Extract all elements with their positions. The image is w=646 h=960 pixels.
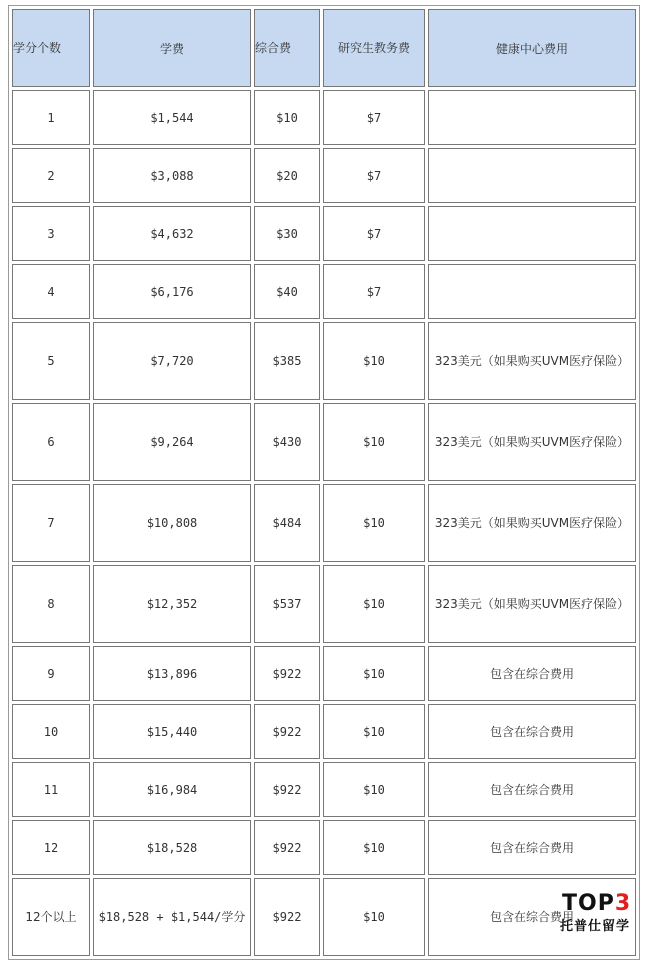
- cell-grad-fee: $10: [323, 878, 425, 956]
- cell-tuition: $12,352: [93, 565, 251, 643]
- cell-tuition: $16,984: [93, 762, 251, 817]
- table-row: [12, 206, 636, 261]
- header-credits: 学分个数: [12, 9, 90, 87]
- cell-tuition: $3,088: [93, 148, 251, 203]
- header-health: 健康中心费用: [428, 9, 636, 87]
- cell-grad-fee: $7: [323, 206, 425, 261]
- logo-mark: [562, 891, 631, 916]
- table-row: [12, 762, 636, 817]
- table-row: [12, 704, 636, 759]
- cell-comprehensive: $30: [254, 206, 320, 261]
- cell-grad-fee: $7: [323, 148, 425, 203]
- cell-tuition: $13,896: [93, 646, 251, 701]
- cell-health: 323美元（如果购买UVM医疗保险）: [428, 565, 636, 643]
- table-row: [12, 646, 636, 701]
- cell-credits: 8: [12, 565, 90, 643]
- cell-comprehensive: $430: [254, 403, 320, 481]
- cell-grad-fee: $10: [323, 403, 425, 481]
- cell-grad-fee: $10: [323, 762, 425, 817]
- cell-tuition: $4,632: [93, 206, 251, 261]
- cell-credits: 12个以上: [12, 878, 90, 956]
- cell-grad-fee: $7: [323, 264, 425, 319]
- cell-grad-fee: $10: [323, 484, 425, 562]
- cell-health: 323美元（如果购买UVM医疗保险）: [428, 484, 636, 562]
- header-comprehensive: 综合费: [254, 9, 320, 87]
- table-row: [12, 90, 636, 145]
- cell-health: 包含在综合费用: [428, 646, 636, 701]
- cell-credits: 2: [12, 148, 90, 203]
- cell-grad-fee: $10: [323, 646, 425, 701]
- cell-tuition: $18,528 + $1,544/学分: [93, 878, 251, 956]
- cell-tuition: $15,440: [93, 704, 251, 759]
- cell-grad-fee: $10: [323, 704, 425, 759]
- cell-comprehensive: $20: [254, 148, 320, 203]
- cell-credits: 10: [12, 704, 90, 759]
- cell-health: 323美元（如果购买UVM医疗保险）: [428, 403, 636, 481]
- cell-health: [428, 206, 636, 261]
- cell-credits: 1: [12, 90, 90, 145]
- cell-comprehensive: $10: [254, 90, 320, 145]
- cell-credits: 4: [12, 264, 90, 319]
- table-row: [12, 322, 636, 400]
- cell-comprehensive: $922: [254, 704, 320, 759]
- header-row: [12, 9, 636, 87]
- cell-health: 包含在综合费用: [428, 762, 636, 817]
- cell-comprehensive: $922: [254, 878, 320, 956]
- cell-health: 323美元（如果购买UVM医疗保险）: [428, 322, 636, 400]
- cell-credits: 7: [12, 484, 90, 562]
- brand-logo: [558, 891, 644, 939]
- logo-mark-prefix: TOP: [562, 891, 615, 916]
- table-row: [12, 264, 636, 319]
- table-row: [12, 878, 636, 956]
- cell-credits: 12: [12, 820, 90, 875]
- cell-comprehensive: $922: [254, 820, 320, 875]
- cell-grad-fee: $10: [323, 322, 425, 400]
- cell-health: 包含在综合费用: [428, 820, 636, 875]
- cell-grad-fee: $7: [323, 90, 425, 145]
- cell-health: [428, 264, 636, 319]
- table-row: [12, 148, 636, 203]
- cell-comprehensive: $922: [254, 762, 320, 817]
- cell-health: 包含在综合费用: [428, 704, 636, 759]
- header-grad-fee: 研究生教务费: [323, 9, 425, 87]
- cell-comprehensive: $537: [254, 565, 320, 643]
- cell-comprehensive: $40: [254, 264, 320, 319]
- cell-tuition: $10,808: [93, 484, 251, 562]
- cell-credits: 6: [12, 403, 90, 481]
- cell-tuition: $9,264: [93, 403, 251, 481]
- cell-tuition: $18,528: [93, 820, 251, 875]
- fee-table: [8, 5, 640, 960]
- table-row: [12, 565, 636, 643]
- cell-grad-fee: $10: [323, 820, 425, 875]
- cell-comprehensive: $484: [254, 484, 320, 562]
- cell-credits: 3: [12, 206, 90, 261]
- cell-tuition: $6,176: [93, 264, 251, 319]
- cell-comprehensive: $385: [254, 322, 320, 400]
- cell-credits: 5: [12, 322, 90, 400]
- cell-health: 包含在综合费用: [428, 878, 636, 956]
- cell-tuition: $7,720: [93, 322, 251, 400]
- cell-credits: 9: [12, 646, 90, 701]
- logo-text: 托普仕留学: [560, 919, 631, 934]
- logo-mark-suffix: 3: [614, 891, 632, 916]
- cell-grad-fee: $10: [323, 565, 425, 643]
- header-tuition: 学费: [93, 9, 251, 87]
- table-row: [12, 403, 636, 481]
- cell-health: [428, 148, 636, 203]
- table-row: [12, 820, 636, 875]
- table-row: [12, 484, 636, 562]
- cell-health: [428, 90, 636, 145]
- cell-credits: 11: [12, 762, 90, 817]
- cell-comprehensive: $922: [254, 646, 320, 701]
- cell-tuition: $1,544: [93, 90, 251, 145]
